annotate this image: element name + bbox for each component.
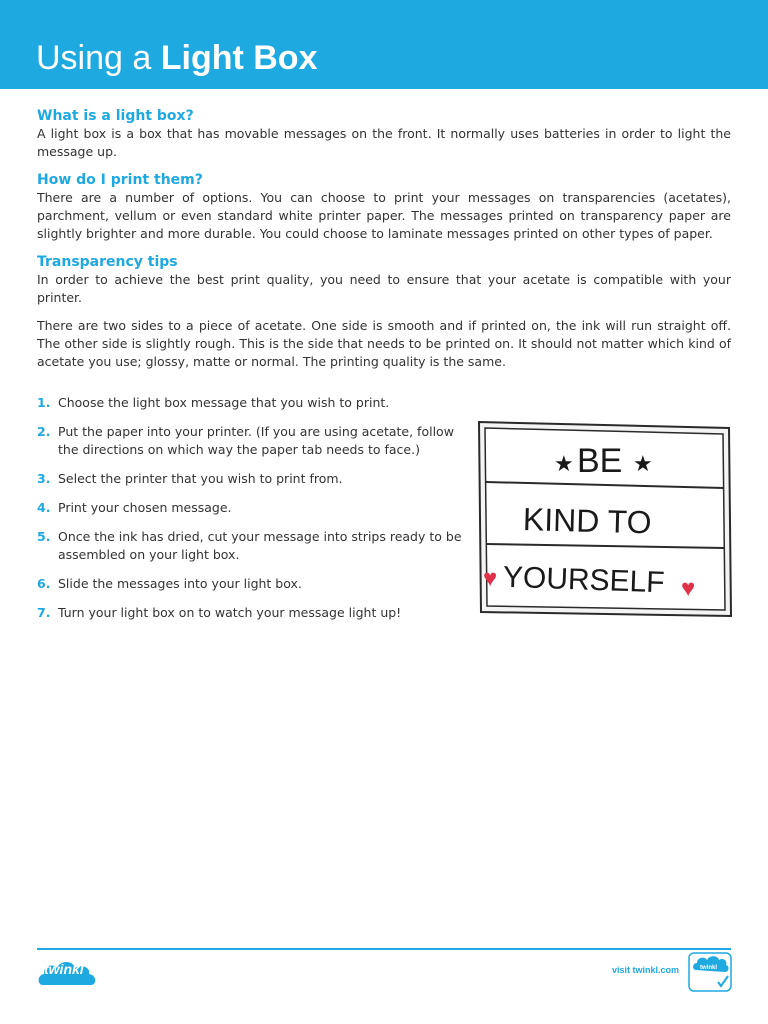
section-paragraph: In order to achieve the best print quality, you need to ensure that your acetate is compatible with your printer. <box>37 272 731 305</box>
header-bar <box>0 0 768 89</box>
quality-badge <box>688 952 732 992</box>
badge-text: twinkl <box>700 965 718 971</box>
step-text: Choose the light box message that you wish to print. <box>58 395 390 410</box>
step-number: 4. <box>37 500 51 515</box>
light-box-illustration <box>477 418 733 618</box>
twinkl-logo-text: twinkl <box>44 961 84 977</box>
light-box-line-3: YOURSELF <box>502 560 666 600</box>
list-item <box>37 604 467 622</box>
heart-icon: ♥ <box>681 575 696 602</box>
section-heading-how-print: How do I print them? <box>37 172 203 188</box>
step-number: 7. <box>37 605 51 620</box>
footer-divider <box>37 948 731 950</box>
step-number: 2. <box>37 424 51 439</box>
star-icon: ★ <box>633 451 653 476</box>
step-number: 1. <box>37 395 51 410</box>
list-item <box>37 470 467 488</box>
step-text: Turn your light box on to watch your message light up! <box>58 605 402 620</box>
step-number: 5. <box>37 529 51 544</box>
section-heading-what-is: What is a light box? <box>37 108 194 124</box>
main-content <box>37 107 731 371</box>
steps-list <box>37 394 467 633</box>
section-paragraph: A light box is a box that has movable messages on the front. It normally uses batteries in order to light the message up. <box>37 126 731 159</box>
list-item <box>37 528 467 564</box>
star-icon: ★ <box>554 451 574 476</box>
list-item <box>37 394 467 412</box>
list-item <box>37 499 467 517</box>
light-box-line-2: KIND TO <box>522 501 652 541</box>
visit-link[interactable]: visit twinkl.com <box>612 965 680 975</box>
list-item <box>37 423 467 459</box>
step-text: Once the ink has dried, cut your message into strips ready to be assembled on your light box. <box>58 529 462 562</box>
section-paragraph: There are two sides to a piece of acetate. One side is smooth and if printed on, the ink will run straight off. The other side is slightly rough. This is the side that needs to be printed on. It should not matter which kind of acetate you use; glossy, matte or normal. The printing quality is the same. <box>37 318 731 369</box>
step-text: Put the paper into your printer. (If you are using acetate, follow the directions on which way the paper tab needs to face.) <box>58 424 454 457</box>
page-title-prefix: Using a <box>36 39 161 77</box>
section-heading-transparency: Transparency tips <box>37 254 178 270</box>
step-number: 3. <box>37 471 51 486</box>
page-title <box>36 38 318 78</box>
step-text: Select the printer that you wish to print from. <box>58 471 343 486</box>
page-title-bold: Light Box <box>160 39 318 77</box>
heart-icon: ♥ <box>483 565 498 592</box>
list-item <box>37 575 467 593</box>
light-box-line-1: BE <box>577 442 623 480</box>
step-text: Slide the messages into your light box. <box>58 576 302 591</box>
step-number: 6. <box>37 576 51 591</box>
step-text: Print your chosen message. <box>58 500 232 515</box>
section-paragraph: There are a number of options. You can choose to print your messages on transparencies (acetates), parchment, vellum or even standard white printer paper. The messages printed on transparency paper are slightly brighter and more durable. You could choose to laminate messages printed on other types of paper. <box>37 190 731 241</box>
